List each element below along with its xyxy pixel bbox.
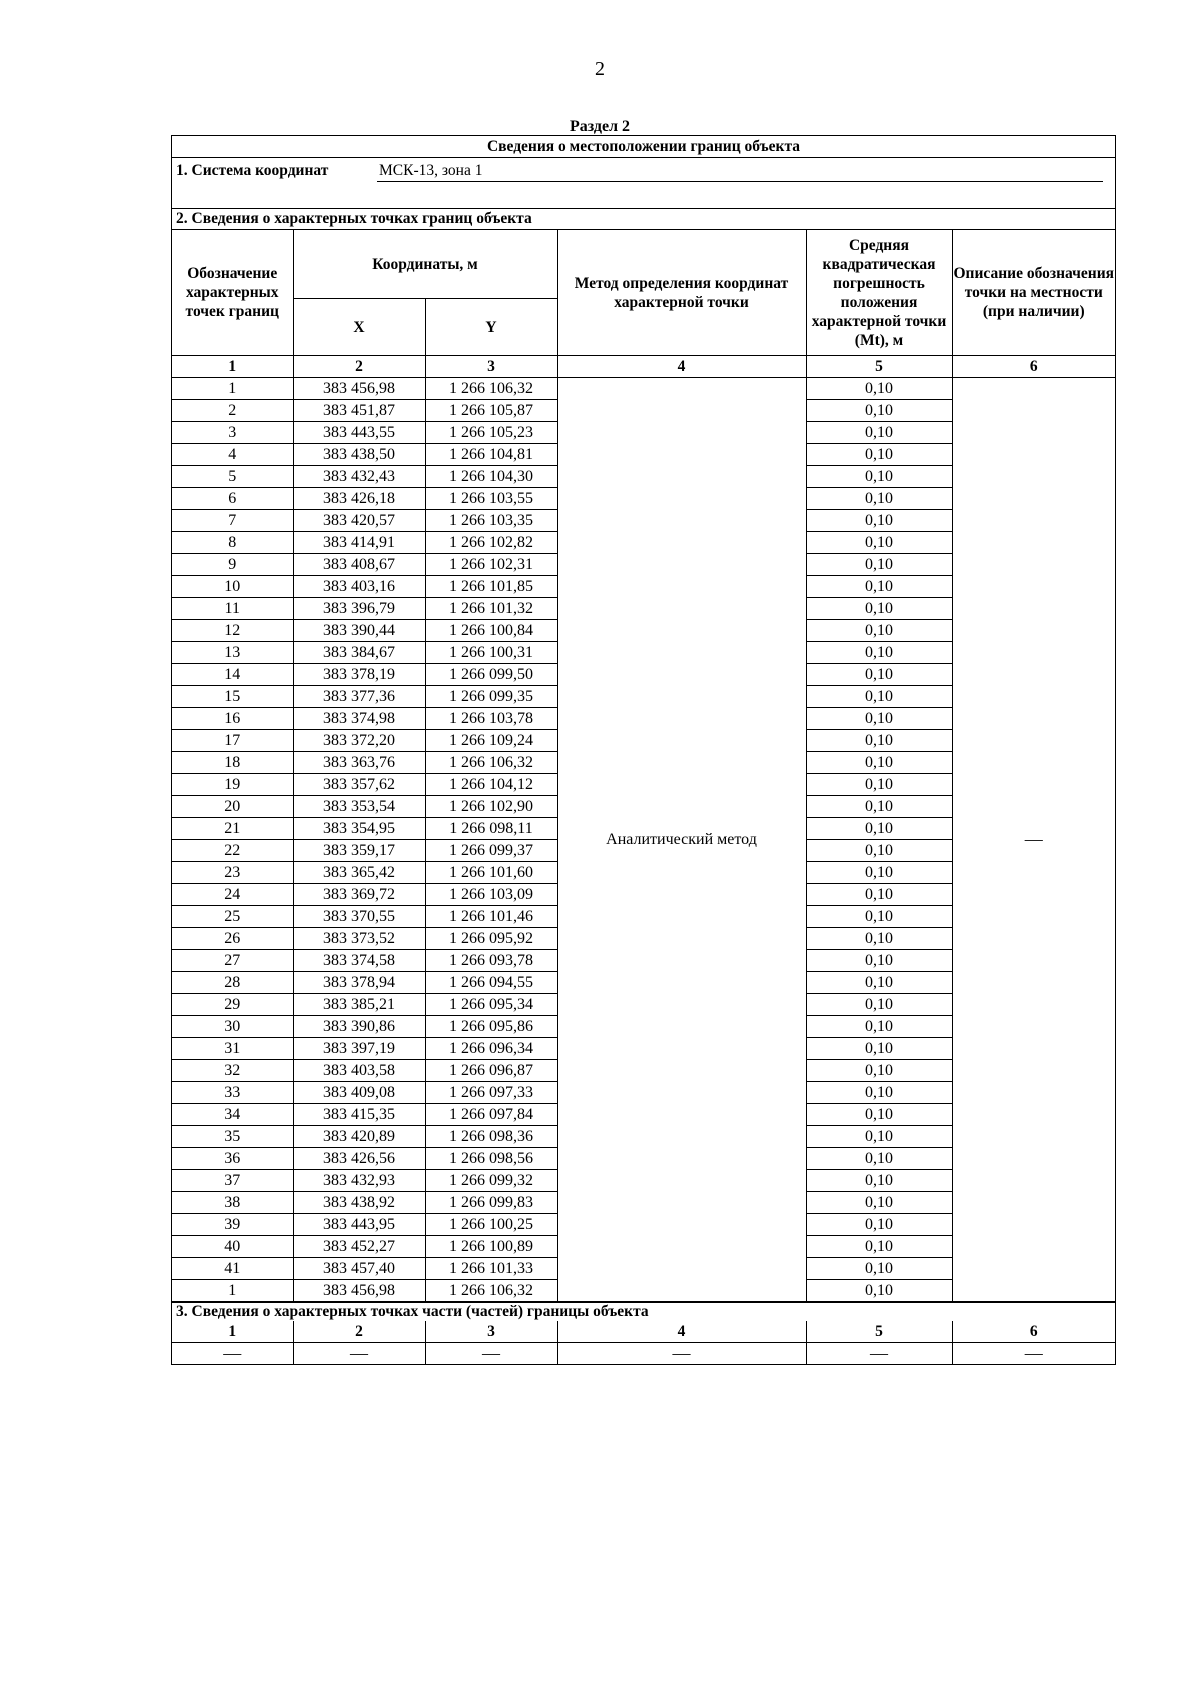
point-accuracy: 0,10 [806,1016,952,1038]
point-y: 1 266 104,81 [425,444,557,466]
point-y: 1 266 098,36 [425,1126,557,1148]
point-accuracy: 0,10 [806,686,952,708]
point-accuracy: 0,10 [806,1082,952,1104]
point-number: 30 [172,1016,293,1038]
point-y: 1 266 109,24 [425,730,557,752]
column-number: 1 [172,1321,293,1343]
column-number: 5 [806,356,952,378]
point-x: 383 415,35 [293,1104,425,1126]
point-y: 1 266 102,31 [425,554,557,576]
point-accuracy: 0,10 [806,1192,952,1214]
point-x: 383 403,58 [293,1060,425,1082]
point-x: 383 456,98 [293,378,425,400]
point-x: 383 370,55 [293,906,425,928]
parts-data-row [172,1343,1115,1365]
point-x: 383 390,86 [293,1016,425,1038]
section-title: Раздел 2 [569,118,631,135]
point-y: 1 266 106,32 [425,378,557,400]
point-y: 1 266 100,89 [425,1236,557,1258]
point-accuracy: 0,10 [806,730,952,752]
col-accuracy-header: Средняя квадратическая погрешность положения характерной точки (Mt), м [806,230,952,356]
point-x: 383 377,36 [293,686,425,708]
point-x: 383 396,79 [293,598,425,620]
point-y: 1 266 104,12 [425,774,557,796]
point-y: 1 266 099,50 [425,664,557,686]
point-x: 383 408,67 [293,554,425,576]
column-number: 3 [425,356,557,378]
point-accuracy: 0,10 [806,1038,952,1060]
column-number: 6 [952,356,1115,378]
parts-cell: — [172,1343,293,1365]
point-number: 14 [172,664,293,686]
table-row [172,378,1115,400]
point-number: 38 [172,1192,293,1214]
point-x: 383 432,93 [293,1170,425,1192]
point-y: 1 266 097,33 [425,1082,557,1104]
point-accuracy: 0,10 [806,708,952,730]
point-accuracy: 0,10 [806,532,952,554]
point-number: 20 [172,796,293,818]
point-y: 1 266 101,46 [425,906,557,928]
point-accuracy: 0,10 [806,928,952,950]
point-number: 1 [172,1280,293,1302]
point-y: 1 266 106,32 [425,752,557,774]
point-number: 2 [172,400,293,422]
point-x: 383 456,98 [293,1280,425,1302]
coordinate-system-label: 1. Система координат [176,162,329,179]
point-x: 383 452,27 [293,1236,425,1258]
point-accuracy: 0,10 [806,378,952,400]
point-y: 1 266 094,55 [425,972,557,994]
point-x: 383 363,76 [293,752,425,774]
point-y: 1 266 095,86 [425,1016,557,1038]
point-x: 383 378,94 [293,972,425,994]
point-accuracy: 0,10 [806,1060,952,1082]
column-number: 4 [557,356,806,378]
point-number: 31 [172,1038,293,1060]
table-header-row-1 [172,230,1115,299]
page-number: 2 [595,58,605,80]
point-number: 36 [172,1148,293,1170]
point-number: 26 [172,928,293,950]
point-y: 1 266 101,60 [425,862,557,884]
method-value: Аналитический метод [557,378,806,1302]
coordinate-system-block [172,158,1115,209]
point-y: 1 266 106,32 [425,1280,557,1302]
col-method-header: Метод определения координат характерной точки [557,230,806,356]
point-x: 383 357,62 [293,774,425,796]
point-y: 1 266 100,25 [425,1214,557,1236]
point-y: 1 266 102,82 [425,532,557,554]
point-accuracy: 0,10 [806,884,952,906]
point-accuracy: 0,10 [806,576,952,598]
column-number: 3 [425,1321,557,1343]
point-accuracy: 0,10 [806,444,952,466]
column-numbers-row [172,356,1115,378]
point-y: 1 266 099,83 [425,1192,557,1214]
points-table [172,230,1115,1302]
point-number: 18 [172,752,293,774]
point-accuracy: 0,10 [806,642,952,664]
parts-cell: — [806,1343,952,1365]
point-number: 12 [172,620,293,642]
point-y: 1 266 105,87 [425,400,557,422]
column-number: 5 [806,1321,952,1343]
point-y: 1 266 098,56 [425,1148,557,1170]
point-y: 1 266 104,30 [425,466,557,488]
point-x: 383 403,16 [293,576,425,598]
point-number: 10 [172,576,293,598]
point-accuracy: 0,10 [806,664,952,686]
point-accuracy: 0,10 [806,422,952,444]
point-number: 41 [172,1258,293,1280]
point-number: 27 [172,950,293,972]
col-description-header: Описание обозначения точки на местности (при наличии) [952,230,1115,356]
point-number: 28 [172,972,293,994]
point-number: 16 [172,708,293,730]
point-number: 8 [172,532,293,554]
point-x: 383 432,43 [293,466,425,488]
point-number: 19 [172,774,293,796]
parts-cell: — [952,1343,1115,1365]
point-y: 1 266 096,34 [425,1038,557,1060]
point-number: 24 [172,884,293,906]
parts-column-numbers-row [172,1321,1115,1343]
col-coordinates-header: Координаты, м [293,230,557,299]
point-x: 383 457,40 [293,1258,425,1280]
point-accuracy: 0,10 [806,906,952,928]
point-number: 6 [172,488,293,510]
point-x: 383 384,67 [293,642,425,664]
point-y: 1 266 100,31 [425,642,557,664]
point-x: 383 359,17 [293,840,425,862]
point-x: 383 374,58 [293,950,425,972]
point-number: 29 [172,994,293,1016]
point-x: 383 451,87 [293,400,425,422]
parts-cell: — [557,1343,806,1365]
point-accuracy: 0,10 [806,598,952,620]
point-accuracy: 0,10 [806,510,952,532]
column-number: 2 [293,356,425,378]
point-number: 23 [172,862,293,884]
point-x: 383 414,91 [293,532,425,554]
point-accuracy: 0,10 [806,1280,952,1302]
point-number: 5 [172,466,293,488]
point-number: 22 [172,840,293,862]
point-accuracy: 0,10 [806,1126,952,1148]
point-number: 37 [172,1170,293,1192]
point-accuracy: 0,10 [806,774,952,796]
point-x: 383 369,72 [293,884,425,906]
point-x: 383 443,55 [293,422,425,444]
point-number: 17 [172,730,293,752]
points-section-title: 2. Сведения о характерных точках границ объекта [172,209,1115,230]
point-y: 1 266 096,87 [425,1060,557,1082]
point-x: 383 443,95 [293,1214,425,1236]
point-y: 1 266 103,55 [425,488,557,510]
point-y: 1 266 103,09 [425,884,557,906]
point-y: 1 266 099,35 [425,686,557,708]
point-accuracy: 0,10 [806,862,952,884]
point-accuracy: 0,10 [806,1258,952,1280]
point-accuracy: 0,10 [806,554,952,576]
point-x: 383 354,95 [293,818,425,840]
point-accuracy: 0,10 [806,818,952,840]
point-y: 1 266 095,92 [425,928,557,950]
point-y: 1 266 100,84 [425,620,557,642]
point-x: 383 365,42 [293,862,425,884]
col-designation-header: Обозначение характерных точек границ [172,230,293,356]
point-accuracy: 0,10 [806,1104,952,1126]
point-y: 1 266 093,78 [425,950,557,972]
column-number: 1 [172,356,293,378]
point-y: 1 266 103,35 [425,510,557,532]
point-x: 383 420,57 [293,510,425,532]
point-accuracy: 0,10 [806,796,952,818]
point-number: 3 [172,422,293,444]
point-accuracy: 0,10 [806,752,952,774]
parts-section-title: 3. Сведения о характерных точках части (частей) границы объекта [172,1302,1115,1321]
col-y-header: Y [425,299,557,356]
point-y: 1 266 101,85 [425,576,557,598]
point-x: 383 372,20 [293,730,425,752]
point-accuracy: 0,10 [806,950,952,972]
point-accuracy: 0,10 [806,466,952,488]
point-accuracy: 0,10 [806,1148,952,1170]
point-x: 383 438,92 [293,1192,425,1214]
point-x: 383 390,44 [293,620,425,642]
boundary-sheet [171,135,1116,1365]
point-y: 1 266 101,32 [425,598,557,620]
point-y: 1 266 099,32 [425,1170,557,1192]
point-accuracy: 0,10 [806,994,952,1016]
point-number: 40 [172,1236,293,1258]
point-number: 1 [172,378,293,400]
point-number: 33 [172,1082,293,1104]
point-x: 383 426,56 [293,1148,425,1170]
point-accuracy: 0,10 [806,1170,952,1192]
point-y: 1 266 099,37 [425,840,557,862]
point-y: 1 266 105,23 [425,422,557,444]
point-number: 35 [172,1126,293,1148]
point-number: 13 [172,642,293,664]
column-number: 4 [557,1321,806,1343]
point-number: 25 [172,906,293,928]
column-number: 6 [952,1321,1115,1343]
point-x: 383 409,08 [293,1082,425,1104]
point-accuracy: 0,10 [806,488,952,510]
point-x: 383 378,19 [293,664,425,686]
point-y: 1 266 095,34 [425,994,557,1016]
point-y: 1 266 101,33 [425,1258,557,1280]
point-y: 1 266 102,90 [425,796,557,818]
point-y: 1 266 098,11 [425,818,557,840]
point-number: 34 [172,1104,293,1126]
point-accuracy: 0,10 [806,840,952,862]
point-number: 7 [172,510,293,532]
point-accuracy: 0,10 [806,1236,952,1258]
point-y: 1 266 097,84 [425,1104,557,1126]
point-accuracy: 0,10 [806,1214,952,1236]
col-x-header: X [293,299,425,356]
parts-cell: — [293,1343,425,1365]
point-x: 383 373,52 [293,928,425,950]
point-x: 383 438,50 [293,444,425,466]
point-x: 383 420,89 [293,1126,425,1148]
column-number: 2 [293,1321,425,1343]
point-x: 383 353,54 [293,796,425,818]
point-x: 383 426,18 [293,488,425,510]
point-number: 4 [172,444,293,466]
parts-cell: — [425,1343,557,1365]
parts-table [172,1321,1115,1364]
point-x: 383 385,21 [293,994,425,1016]
point-y: 1 266 103,78 [425,708,557,730]
point-number: 15 [172,686,293,708]
point-x: 383 397,19 [293,1038,425,1060]
point-accuracy: 0,10 [806,972,952,994]
point-accuracy: 0,10 [806,400,952,422]
point-number: 21 [172,818,293,840]
point-number: 11 [172,598,293,620]
description-value: — [952,378,1115,1302]
point-number: 9 [172,554,293,576]
point-accuracy: 0,10 [806,620,952,642]
sheet-header: Сведения о местоположении границ объекта [172,136,1115,158]
point-number: 32 [172,1060,293,1082]
coordinate-system-value: МСК-13, зона 1 [377,162,1103,182]
point-x: 383 374,98 [293,708,425,730]
point-number: 39 [172,1214,293,1236]
